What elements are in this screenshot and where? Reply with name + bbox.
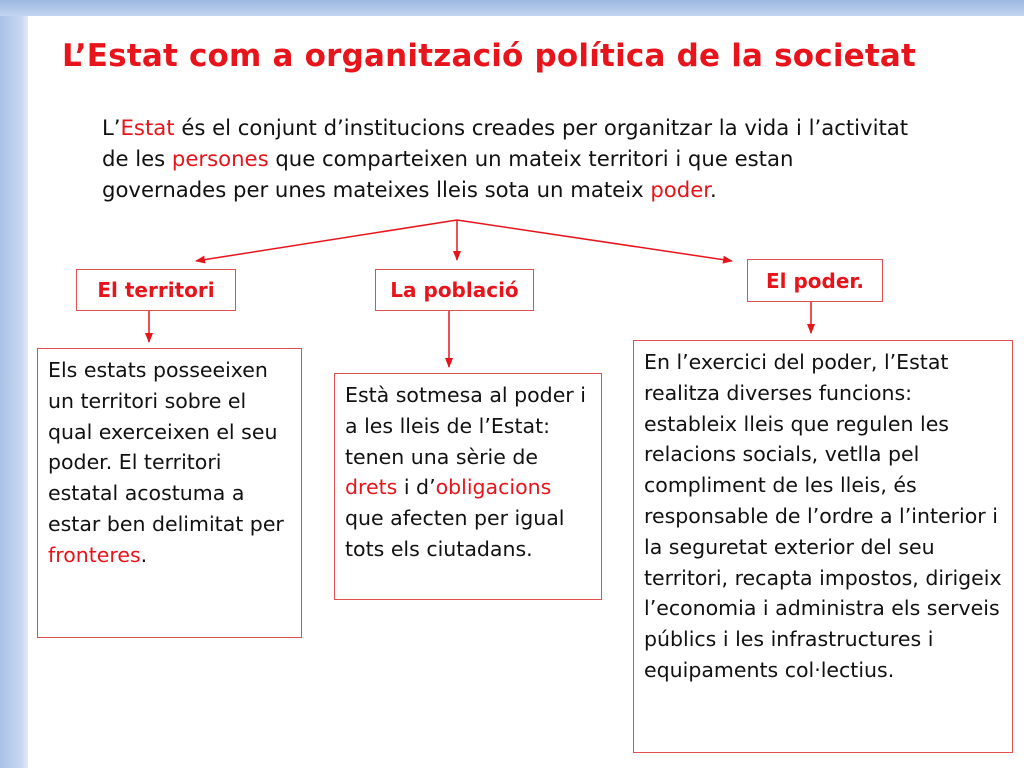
poblacio-text-1: Està sotmesa al poder i a les lleis de l’Estat: tenen una sèrie de: [345, 383, 586, 469]
intro-text-4: .: [710, 177, 717, 202]
territori-text-2: .: [140, 542, 148, 567]
label-poder: El poder.: [747, 259, 883, 302]
poblacio-highlight-drets: drets: [345, 475, 398, 500]
intro-text-1: L’: [102, 115, 121, 140]
intro-highlight-poder: poder: [650, 177, 711, 202]
label-territori: El territori: [76, 269, 236, 311]
intro-text-2: és el conjunt d’institucions creades per organitzar la vida i l’activitat de les: [102, 115, 909, 171]
detail-poblacio: [334, 373, 602, 600]
arrow-to-territori: [196, 220, 457, 261]
territori-text-1: Els estats posseeixen un territori sobre el qual exerceixen el seu poder. El territori estatal acostuma a estar ben delimitat per: [48, 358, 284, 536]
arrow-to-poder: [457, 220, 732, 261]
poder-text-1: En l’exercici del poder, l’Estat realitza diverses funcions: estableix lleis que regulen les relacions socials, vetlla pel compliment de les lleis, és responsable de l’ordre a l’interior i la seguretat exterior del seu territori, recapta impostos, dirigeix l’economia i administra els serveis públics i les infrastructures i equipaments col·lectius.: [644, 350, 1002, 682]
territori-highlight-fronteres: fronteres: [48, 542, 141, 567]
poblacio-text-2: i d’: [397, 475, 436, 500]
intro-highlight-persones: persones: [171, 146, 269, 171]
detail-territori: [37, 348, 302, 638]
label-poblacio: La població: [375, 269, 534, 311]
intro-highlight-estat: Estat: [120, 115, 175, 140]
poblacio-text-3: que afecten per igual tots els ciutadans.: [345, 506, 565, 561]
slide-title: L’Estat com a organització política de la societat: [62, 38, 917, 74]
poblacio-highlight-obligacions: obligacions: [435, 475, 552, 500]
intro-text-3: que comparteixen un mateix territori i que estan governades per unes mateixes lleis sota un mateix: [102, 146, 794, 202]
detail-poder: [633, 340, 1013, 753]
